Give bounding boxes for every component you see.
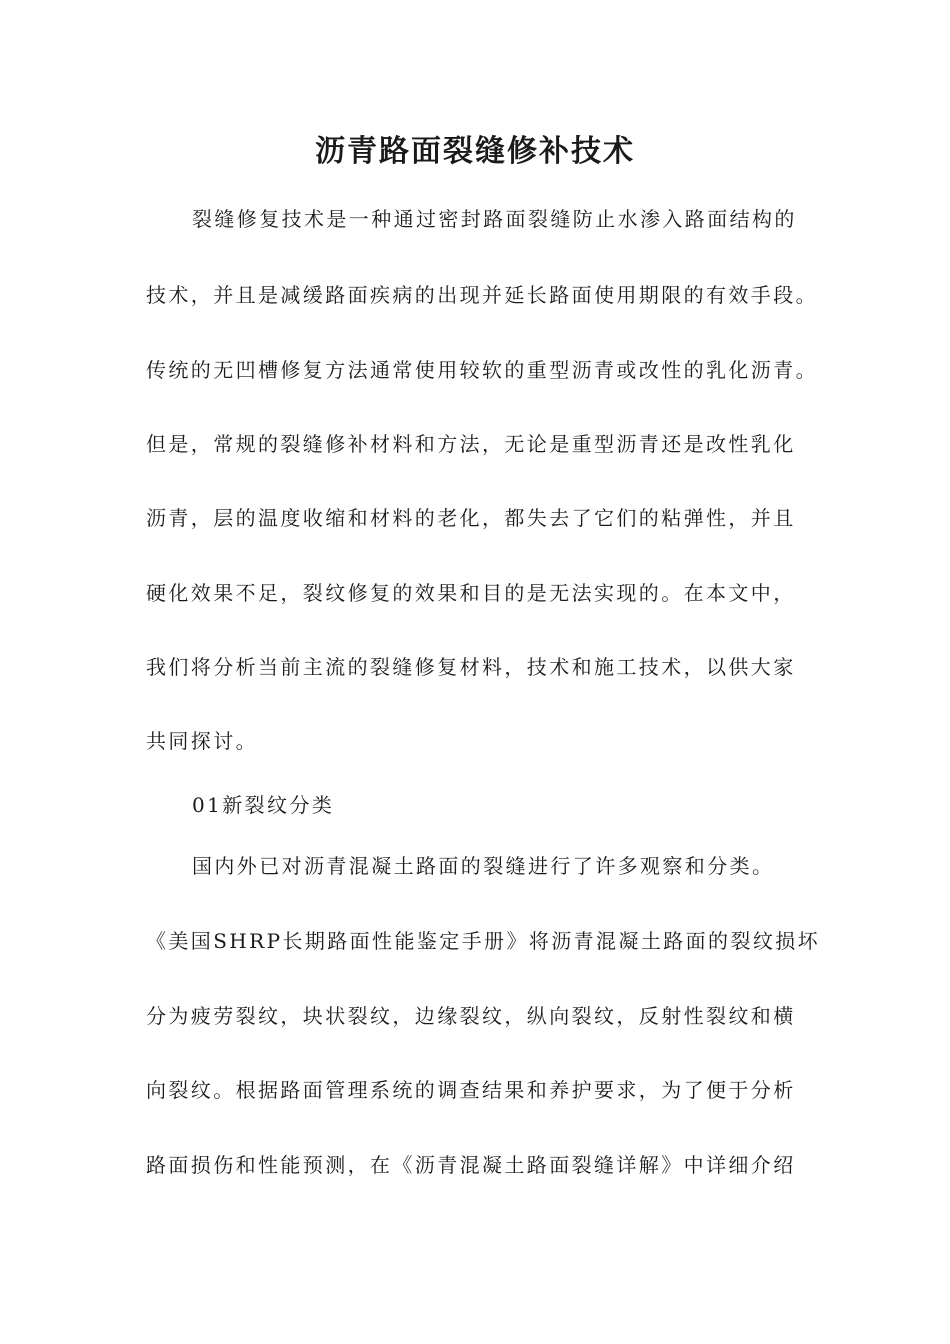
paragraph-1-line-5: 沥青，层的温度收缩和材料的老化，都失去了它们的粘弹性，并且 [146,506,796,530]
paragraph-1-line-2: 技术，并且是减缓路面疾病的出现并延长路面使用期限的有效手段。 [146,283,818,307]
paragraph-2-line-3: 分为疲劳裂纹，块状裂纹，边缘裂纹，纵向裂纹，反射性裂纹和横 [146,1004,796,1028]
paragraph-1-line-8: 共同探讨。 [146,729,258,753]
paragraph-2-line-4: 向裂纹。根据路面管理系统的调查结果和养护要求，为了便于分析 [146,1078,796,1102]
paragraph-1-line-4: 但是，常规的裂缝修补材料和方法，无论是重型沥青还是改性乳化 [146,432,796,456]
paragraph-2-line-5: 路面损伤和性能预测，在《沥青混凝土路面裂缝详解》中详细介绍 [146,1153,796,1177]
paragraph-1-line-3: 传统的无凹槽修复方法通常使用较软的重型沥青或改性的乳化沥青。 [146,358,818,382]
document-title: 沥青路面裂缝修补技术 [315,134,635,169]
paragraph-1-line-6: 硬化效果不足，裂纹修复的效果和目的是无法实现的。在本文中， [146,581,796,605]
paragraph-1-line-7: 我们将分析当前主流的裂缝修复材料，技术和施工技术，以供大家 [146,655,796,679]
paragraph-2-line-2: 《美国SHRP长期路面性能鉴定手册》将沥青混凝土路面的裂纹损坏 [146,929,821,953]
paragraph-2-line-1: 国内外已对沥青混凝土路面的裂缝进行了许多观察和分类。 [192,854,775,878]
section-heading: 01新裂纹分类 [192,793,335,817]
paragraph-1-line-1: 裂缝修复技术是一种通过密封路面裂缝防止水渗入路面结构的 [192,207,797,231]
